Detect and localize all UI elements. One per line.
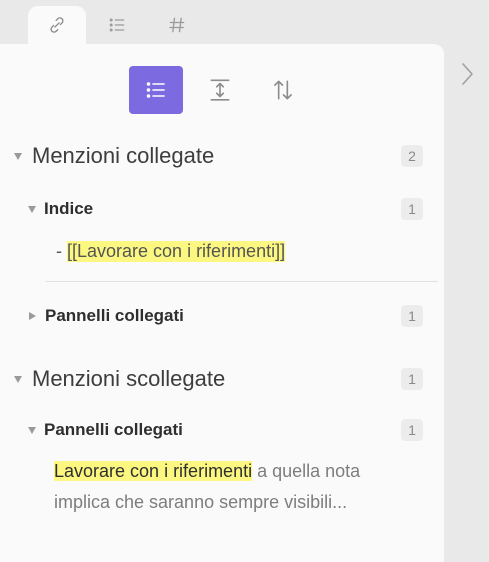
tab-tags[interactable] [148,6,206,44]
unlinked-mentions-title: Menzioni scollegate [32,366,226,391]
unlinked-mentions-count: 1 [401,368,423,390]
show-context-button[interactable] [129,66,183,114]
tab-backlinks[interactable] [28,6,86,44]
group-count: 1 [401,419,423,441]
collapse-triangle-icon [14,376,22,383]
link-icon [47,15,67,35]
group-title: Pannelli collegati [44,420,183,439]
collapse-icon [207,77,233,103]
expand-triangle-icon [29,312,36,320]
linked-group-indice[interactable] [0,197,444,221]
linked-mentions-header[interactable] [0,142,444,170]
backlinks-panel [0,44,444,562]
hash-icon [167,15,187,35]
divider [46,281,438,282]
collapse-triangle-icon [28,206,36,213]
chevron-right-icon[interactable] [458,60,478,88]
linked-mentions-title: Menzioni collegate [32,143,215,168]
linked-group-pannelli[interactable] [0,304,444,328]
snippet-highlight[interactable]: Lavorare con i riferimenti [54,461,253,481]
list-icon [107,15,127,35]
group-title: Indice [44,199,94,218]
sort-button[interactable] [256,66,310,114]
unlinked-group-pannelli[interactable] [0,418,444,442]
sort-icon [270,77,296,103]
collapse-triangle-icon [14,153,22,160]
backlinks-toolbar [0,66,444,114]
unlinked-mention-snippet[interactable] [54,456,414,518]
tab-outline[interactable] [88,6,146,44]
sidebar-tab-bar [0,0,444,44]
list-view-icon [144,78,168,102]
group-count: 1 [401,305,423,327]
snippet-text: a quella nota implica che saranno sempre visibili... [54,461,361,512]
collapse-triangle-icon [28,427,36,434]
mention-link[interactable]: [[Lavorare con i riferimenti]] [67,240,286,261]
unlinked-mentions-header[interactable] [0,365,444,393]
collapse-results-button[interactable] [193,66,247,114]
mention-prefix: - [56,240,67,261]
mention-line[interactable] [0,238,444,264]
group-title: Pannelli collegati [45,306,184,325]
group-count: 1 [401,198,423,220]
linked-mentions-count: 2 [401,145,423,167]
